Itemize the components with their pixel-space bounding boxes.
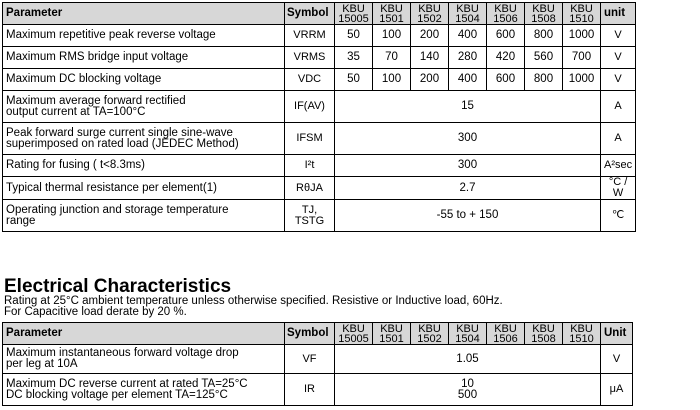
value-cell: 50 — [335, 25, 373, 47]
symbol-header: Symbol — [285, 323, 335, 345]
unit-cell: °C / W — [601, 177, 636, 200]
value-cell: 280 — [449, 47, 487, 69]
rating-note: Rating at 25°C ambient temperature unless otherwise specified. Resistive or Inductive load, 60Hz. — [4, 295, 503, 307]
value-cell: 300 — [335, 155, 601, 177]
parameter-cell: Maximum DC blocking voltage — [3, 69, 285, 91]
value-cell: 600 — [487, 69, 525, 91]
table-row — [3, 200, 636, 232]
value-cell: 70 — [373, 47, 411, 69]
parameter-header: Parameter — [3, 323, 285, 345]
value-cell: 700 — [563, 47, 601, 69]
section-title: Electrical Characteristics — [4, 276, 232, 297]
symbol-cell: IR — [285, 374, 335, 406]
symbol-cell: TJ, TSTG — [285, 200, 335, 232]
part-number-header: KBU 1508 — [525, 3, 563, 25]
parameter-cell: Maximum average forward rectified output current at TA=100°C — [3, 91, 285, 123]
part-number-header: KBU 1501 — [373, 3, 411, 25]
unit-cell: V — [601, 47, 636, 69]
value-cell: 140 — [411, 47, 449, 69]
symbol-cell: IFSM — [285, 123, 335, 155]
table-row — [3, 345, 633, 374]
unit-cell: A — [601, 91, 636, 123]
table-header-row — [3, 3, 636, 25]
value-cell: 400 — [449, 69, 487, 91]
parameter-cell: Maximum DC reverse current at rated TA=25°C DC blocking voltage per element TA=125°C — [3, 374, 285, 406]
value-cell: 35 — [335, 47, 373, 69]
table-row — [3, 123, 636, 155]
table-header-row — [3, 323, 633, 345]
unit-header: unit — [601, 3, 636, 25]
parameter-cell: Peak forward surge current single sine-wave superimposed on rated load (JEDEC Method) — [3, 123, 285, 155]
value-cell: 800 — [525, 25, 563, 47]
unit-cell: V — [601, 345, 633, 374]
part-number-header: KBU 1506 — [487, 323, 525, 345]
value-cell: 10 500 — [335, 374, 601, 406]
unit-header: Unit — [601, 323, 633, 345]
table-row — [3, 91, 636, 123]
value-cell: 420 — [487, 47, 525, 69]
value-cell: 50 — [335, 69, 373, 91]
part-number-header: KBU 1510 — [563, 3, 601, 25]
value-cell: 800 — [525, 69, 563, 91]
value-cell: -55 to + 150 — [335, 200, 601, 232]
value-cell: 100 — [373, 25, 411, 47]
table-row — [3, 374, 633, 406]
part-number-header: KBU 1506 — [487, 3, 525, 25]
symbol-header: Symbol — [285, 3, 335, 25]
symbol-cell: VF — [285, 345, 335, 374]
part-number-header: KBU 1504 — [449, 3, 487, 25]
value-cell: 100 — [373, 69, 411, 91]
value-cell: 1000 — [563, 25, 601, 47]
part-number-header: KBU 1504 — [449, 323, 487, 345]
part-number-header: KBU 1501 — [373, 323, 411, 345]
value-cell: 200 — [411, 69, 449, 91]
part-number-header: KBU 15005 — [335, 3, 373, 25]
unit-cell: ℃ — [601, 200, 636, 232]
value-cell: 560 — [525, 47, 563, 69]
parameter-cell: Rating for fusing ( t<8.3ms) — [3, 155, 285, 177]
symbol-cell: VDC — [285, 69, 335, 91]
symbol-cell: I²t — [285, 155, 335, 177]
parameter-header: Parameter — [3, 3, 285, 25]
electrical-characteristics-table — [2, 322, 633, 406]
value-cell: 1000 — [563, 69, 601, 91]
part-number-header: KBU 1502 — [411, 3, 449, 25]
parameter-cell: Maximum RMS bridge input voltage — [3, 47, 285, 69]
symbol-cell: VRMS — [285, 47, 335, 69]
unit-cell: V — [601, 25, 636, 47]
symbol-cell: VRRM — [285, 25, 335, 47]
value-cell: 2.7 — [335, 177, 601, 200]
value-cell: 400 — [449, 25, 487, 47]
parameter-cell: Operating junction and storage temperature range — [3, 200, 285, 232]
unit-cell: A²sec — [601, 155, 636, 177]
part-number-header: KBU 1508 — [525, 323, 563, 345]
part-number-header: KBU 1510 — [563, 323, 601, 345]
parameter-cell: Maximum instantaneous forward voltage drop per leg at 10A — [3, 345, 285, 374]
table-row — [3, 25, 636, 47]
maximum-ratings-table — [2, 2, 636, 232]
table-row — [3, 155, 636, 177]
parameter-cell: Maximum repetitive peak reverse voltage — [3, 25, 285, 47]
unit-cell: V — [601, 69, 636, 91]
part-number-header: KBU 1502 — [411, 323, 449, 345]
value-cell: 200 — [411, 25, 449, 47]
value-cell: 600 — [487, 25, 525, 47]
table-row — [3, 177, 636, 200]
unit-cell: μA — [601, 374, 633, 406]
value-cell: 1.05 — [335, 345, 601, 374]
symbol-cell: RθJA — [285, 177, 335, 200]
capacitive-note: For Capacitive load derate by 20 %. — [4, 306, 187, 318]
unit-cell: A — [601, 123, 636, 155]
parameter-cell: Typical thermal resistance per element(1) — [3, 177, 285, 200]
part-number-header: KBU 15005 — [335, 323, 373, 345]
table-row — [3, 69, 636, 91]
value-cell: 15 — [335, 91, 601, 123]
value-cell: 300 — [335, 123, 601, 155]
symbol-cell: IF(AV) — [285, 91, 335, 123]
table-row — [3, 47, 636, 69]
